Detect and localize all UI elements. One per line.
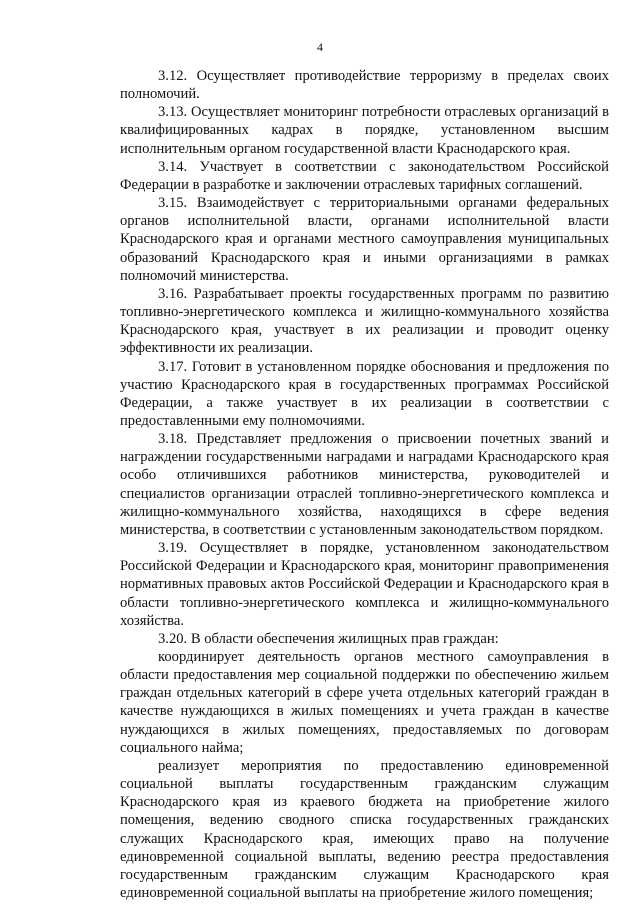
- paragraph-3-17: 3.17. Готовит в установленном порядке обоснования и предложения по участию Краснодарского края в государственных программах Российской Федерации, а также участвует в их реализации в соответствии с предоставленными ему полномочиями.: [120, 358, 609, 429]
- paragraph-3-15: 3.15. Взаимодействует с территориальными органами федеральных органов исполнительной власти, органами исполнительной власти Краснодарского края и органами местного самоуправления муниципальных образований Краснодарского края и иными организациями в рамках полномочий министерства.: [120, 195, 609, 284]
- paragraph-3-20-item-1: координирует деятельность органов местного самоуправления в области предоставления мер социальной поддержки по обеспечению жильем граждан отдельных категорий в сфере учета отдельных категорий граждан в качестве нуждающихся в жилых помещениях и учета граждан в качестве нуждающихся в жилых помещениях, предоставляемых по договорам социального найма;: [120, 649, 609, 756]
- paragraph-3-20-item-2: реализует мероприятия по предоставлению единовременной социальной выплаты государственным гражданским служащим Краснодарского края из краевого бюджета на приобретение жилого помещения, ведению сводного списка государственных гражданских служащих Краснодарского края, имеющих право на получение единовременной социальной выплаты, ведению реестра предоставления государственным гражданским служащим Краснодарского края единовременной социальной выплаты на приобретение жилого помещения;: [120, 757, 609, 902]
- paragraph-3-12: 3.12. Осуществляет противодействие терроризму в пределах своих полномочий.: [120, 68, 609, 103]
- paragraph-3-20: 3.20. В области обеспечения жилищных прав граждан:: [158, 630, 499, 647]
- paragraph-3-13: 3.13. Осуществляет мониторинг потребности отраслевых организаций в квалифицированных кадрах в порядке, установленном высшим исполнительным органом государственной власти Краснодарского края.: [120, 104, 609, 157]
- paragraph-3-16: 3.16. Разрабатывает проекты государственных программ по развитию топливно-энергетического комплекса и жилищно-коммунального хозяйства Краснодарского края, участвует в их реализации и проводит оценку эффективности их реализации.: [120, 285, 609, 357]
- paragraph-3-14: 3.14. Участвует в соответствии с законодательством Российской Федерации в разработке и заключении отраслевых тарифных соглашений.: [120, 158, 609, 193]
- document-body: [120, 67, 609, 902]
- paragraph-3-18: 3.18. Представляет предложения о присвоении почетных званий и награждении государственными наградами и наградами Краснодарского края особо отличившихся работников министерства, руководителей и специалистов организации отраслей топливно-энергетического комплекса и жилищно-коммунального хозяйства, находящихся в сфере ведения министерства, в соответствии с установленным законодательством порядком.: [120, 431, 609, 538]
- page-number: 4: [317, 40, 323, 54]
- paragraph-3-19: 3.19. Осуществляет в порядке, установленном законодательством Российской Федерации и Краснодарского края, мониторинг правоприменения нормативных правовых актов Российской Федерации и Краснодарского края в области топливно-энергетического комплекса и жилищно-коммунального хозяйства.: [120, 540, 609, 629]
